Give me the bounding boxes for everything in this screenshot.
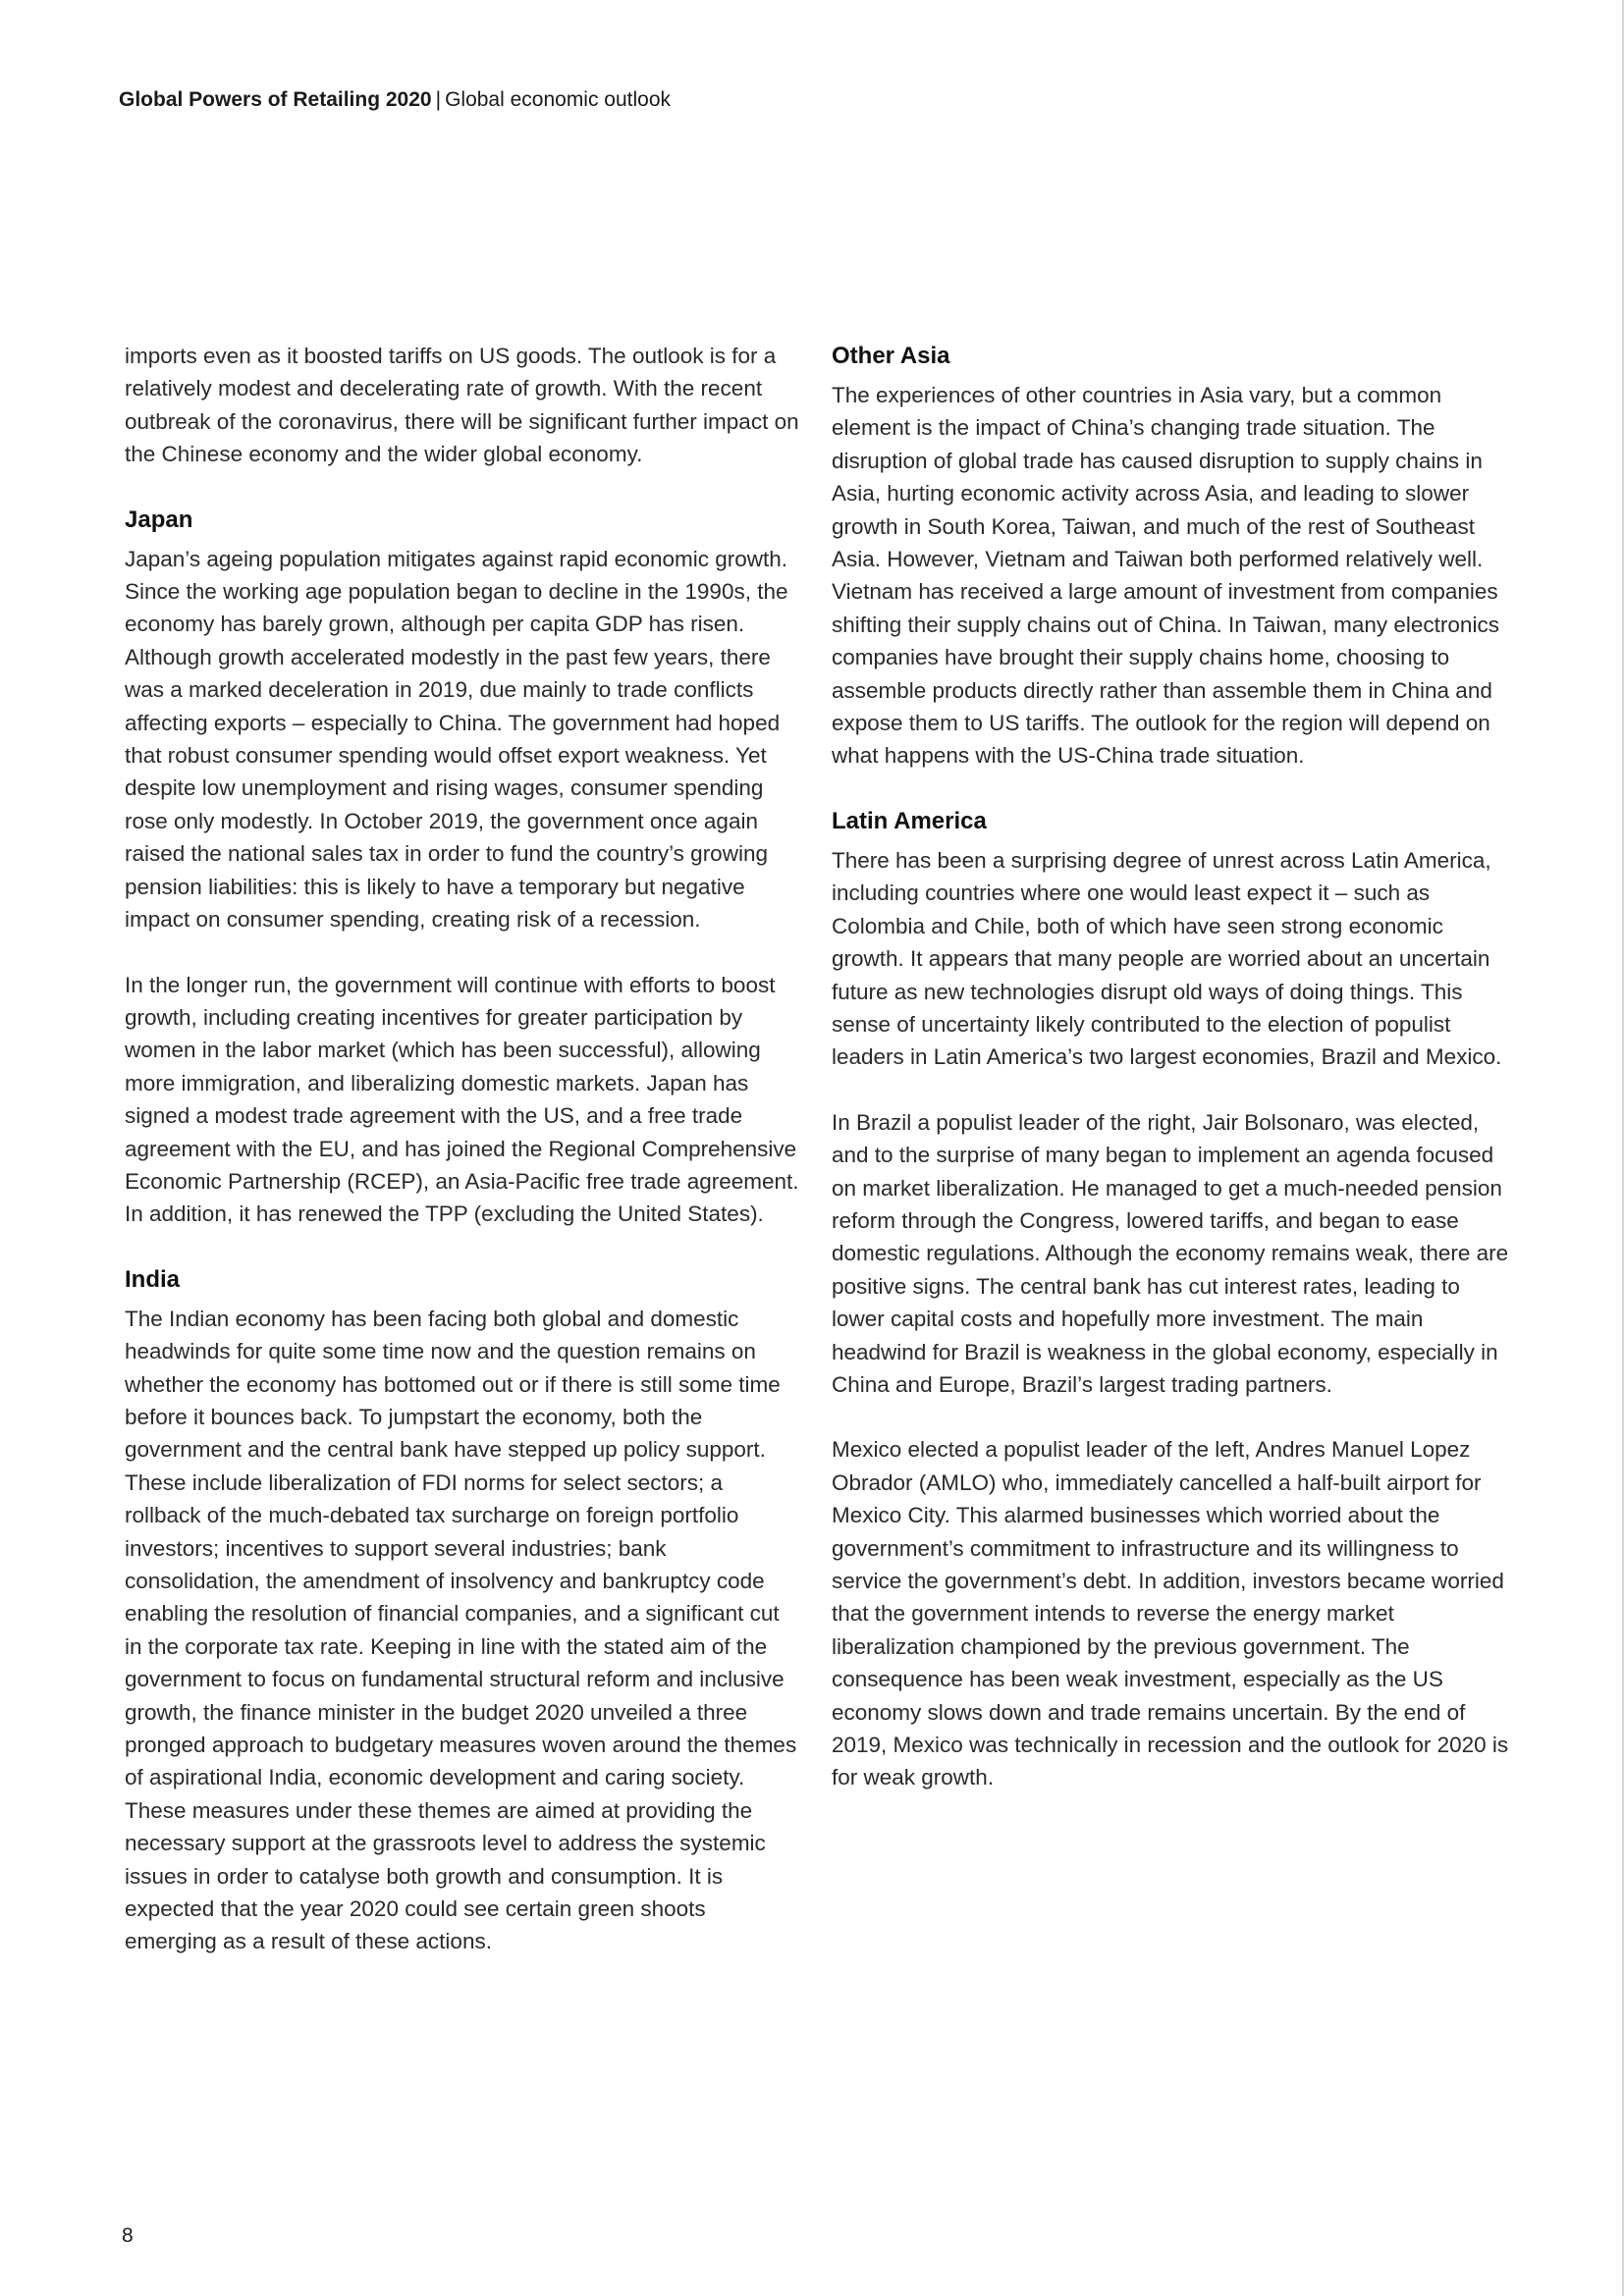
other-asia-paragraph-1: The experiences of other countries in Asia vary, but a common element is the impact of China’s changing trade situation. The disruption of global trade has caused disruption to supply chains in Asia, hurting economic activity across Asia, and leading to slower growth in South Korea, Taiwan, and much of the rest of Southeast Asia. However, Vietnam and Taiwan both performed relatively well. Vietnam has received a large amount of investment from companies shifting their supply chains out of China. In Taiwan, many electronics companies have brought their supply chains home, choosing to assemble products directly rather than assemble them in China and expose them to US tariffs. The outlook for the region will depend on what happens with the US-China trade situation. bbox=[832, 383, 1499, 769]
latin-america-paragraph-2: In Brazil a populist leader of the right, Jair Bolsonaro, was elected, and to the surprise of many began to implement an agenda focused on market liberalization. He managed to get a much-needed pension reform through the Congress, lowered tariffs, and began to ease domestic regulations. Although the economy remains weak, there are positive signs. The central bank has cut interest rates, leading to lower capital costs and hopefully more investment. The main headwind for Brazil is weakness in the global economy, especially in China and Europe, Brazil’s largest trading partners. bbox=[832, 1109, 1509, 1397]
japan-heading: Japan bbox=[125, 506, 193, 533]
running-header bbox=[119, 86, 671, 114]
latin-america-paragraph-3: Mexico elected a populist leader of the left, Andres Manuel Lopez Obrador (AMLO) who, immediately cancelled a half-built airport for Mexico City. This alarmed businesses which worried about the government’s commitment to infrastructure and its willingness to service the government’s debt. In addition, investors became worried that the government intends to reverse the energy market liberalization championed by the previous government. The consequence has been weak investment, especially as the US economy slows down and trade remains uncertain. By the end of 2019, Mexico was technically in recession and the outlook for 2020 is for weak growth. bbox=[832, 1437, 1509, 1790]
japan-paragraph-2: In the longer run, the government will continue with efforts to boost growth, including creating incentives for greater participation by women in the labor market (which has been successful), allowing more immigration, and liberalizing domestic markets. Japan has signed a modest trade agreement with the US, and a free trade agreement with the EU, and has joined the Regional Comprehensive Economic Partnership (RCEP), an Asia-Pacific free trade agreement. In addition, it has renewed the TPP (excluding the United States). bbox=[125, 972, 799, 1227]
china-continued-paragraph: imports even as it boosted tariffs on US goods. The outlook is for a relatively modest and decelerating rate of growth. With the recent outbreak of the coronavirus, there will be significant further impact on the Chinese economy and the wider global economy. bbox=[125, 344, 799, 467]
right-column bbox=[832, 340, 1509, 1827]
section-title: Global economic outlook bbox=[445, 88, 672, 111]
page-number: 8 bbox=[122, 2224, 134, 2247]
header-separator: | bbox=[435, 88, 442, 111]
latin-america-paragraph-1: There has been a surprising degree of unrest across Latin America, including countries where one would least expect it – such as Colombia and Chile, both of which have seen strong economic growth. It appears that many people are worried about an uncertain future as new technologies disrupt old ways of doing things. This sense of uncertainty likely contributed to the election of populist leaders in Latin America’s two largest economies, Brazil and Mexico. bbox=[832, 847, 1502, 1070]
japan-paragraph-1: Japan’s ageing population mitigates against rapid economic growth. Since the working age population began to decline in the 1990s, the economy has barely grown, although per capita GDP has risen. Although growth accelerated modestly in the past few years, there was a marked deceleration in 2019, due mainly to trade conflicts affecting exports – especially to China. The government had hoped that robust consumer spending would offset export weakness. Yet despite low unemployment and rising wages, consumer spending rose only modestly. In October 2019, the government once again raised the national sales tax in order to fund the country’s growing pension liabilities: this is likely to have a temporary but negative impact on consumer spending, creating risk of a recession. bbox=[125, 546, 788, 933]
publication-title: Global Powers of Retailing 2020 bbox=[119, 88, 432, 111]
latin-america-heading: Latin America bbox=[832, 807, 987, 834]
left-column bbox=[125, 340, 802, 1991]
india-heading: India bbox=[125, 1265, 181, 1293]
india-paragraph-1: The Indian economy has been facing both global and domestic headwinds for quite some time now and the question remains on whether the economy has bottomed out or if there is still some time before it bounces back. To jumpstart the economy, both the government and the central bank have stepped up policy support. These include liberalization of FDI norms for select sectors; a rollback of the much-debated tax surcharge on foreign portfolio investors; incentives to support several industries; bank consolidation, the amendment of insolvency and bankruptcy code enabling the resolution of financial companies, and a significant cut in the corporate tax rate. Keeping in line with the stated aim of the government to focus on fundamental structural reform and inclusive growth, the finance minister in the budget 2020 unveiled a three pronged approach to budgetary measures woven around the themes of aspirational India, economic development and caring society. These measures under these themes are aimed at providing the necessary support at the grassroots level to address the systemic issues in order to catalyse both growth and consumption. It is expected that the year 2020 could see certain green shoots emerging as a result of these actions. bbox=[125, 1306, 797, 1954]
other-asia-heading: Other Asia bbox=[832, 343, 950, 369]
